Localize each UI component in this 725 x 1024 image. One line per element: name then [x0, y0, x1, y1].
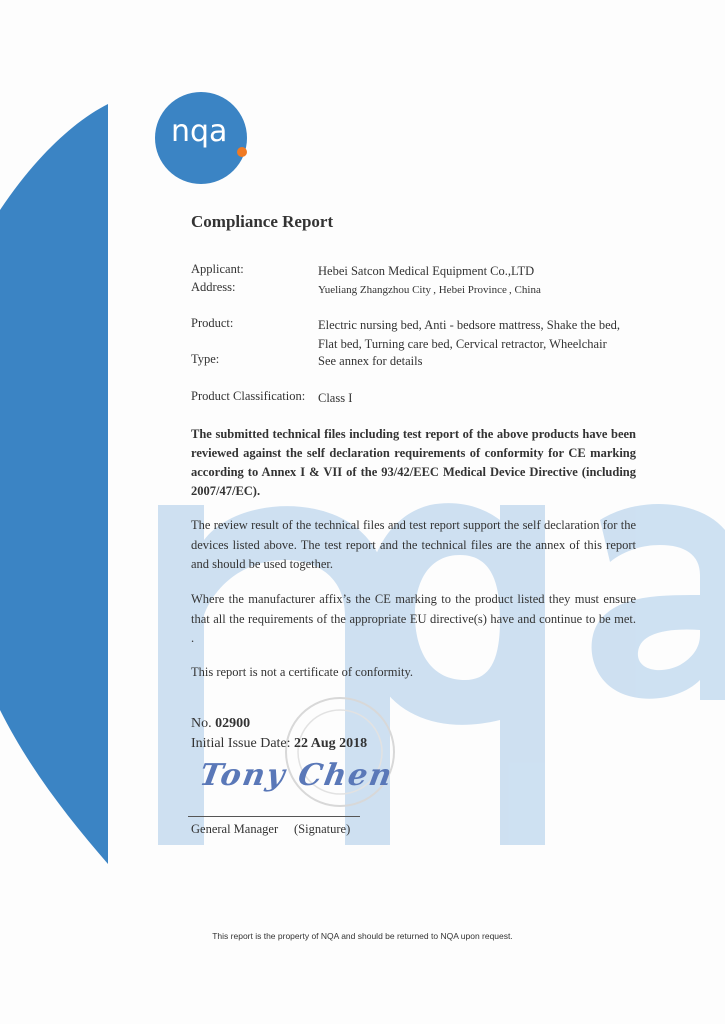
handwritten-signature: Tony Chen	[196, 758, 397, 793]
logo-orange-dot	[237, 147, 247, 157]
signature-caption: (Signature)	[294, 822, 351, 836]
signature-line	[188, 816, 360, 817]
review-paragraph: The review result of the technical files and test report support the self declaration for the devices listed above. The test report and the technical files are the annex of this report and should be used together.	[191, 518, 636, 571]
signer-role: General Manager	[191, 822, 279, 836]
logo-text: nqa	[171, 114, 228, 149]
type-label: Type:	[191, 352, 220, 366]
product-label: Product:	[191, 316, 234, 330]
faint-stamp	[280, 692, 400, 812]
nqa-logo	[155, 92, 265, 202]
certificate-number	[191, 716, 250, 732]
issue-date	[191, 736, 367, 752]
certificate-number-value: 02900	[215, 716, 251, 731]
footer-note: This report is the property of NQA and should be returned to NQA upon request.	[212, 931, 513, 941]
manufacturer-paragraph: Where the manufacturer affix’s the CE marking to the product listed they must ensure that all the requirements of the appropriate EU directive(s) have and continue to be met. .	[191, 592, 636, 645]
statement-paragraph: The submitted technical files including test report of the above products have been reviewed against the self declaration requirements of conformity for CE marking according to Annex I & VII of the 93/42/EEC Medical Device Directive (including 2007/47/EC).	[191, 427, 636, 498]
issue-date-label: Initial Issue Date:	[191, 736, 291, 751]
not-certificate-paragraph: This report is not a certificate of conformity.	[191, 665, 414, 679]
address-label: Address:	[191, 280, 236, 294]
certificate-number-label: No.	[191, 716, 212, 731]
applicant-value: Hebei Satcon Medical Equipment Co.,LTD	[318, 264, 535, 278]
type-value: See annex for details	[318, 354, 423, 368]
issue-date-value: 22 Aug 2018	[294, 736, 368, 751]
classification-value: Class I	[318, 391, 353, 405]
classification-label: Product Classification:	[191, 389, 306, 403]
page-title: Compliance Report	[191, 212, 334, 231]
product-value-line1: Electric nursing bed, Anti - bedsore mattress, Shake the bed,	[318, 318, 621, 332]
applicant-label: Applicant:	[191, 262, 244, 276]
address-value: Yueliang Zhangzhou City , Hebei Province , China	[318, 284, 541, 296]
product-value-line2: Flat bed, Turning care bed, Cervical retractor, Wheelchair	[318, 337, 607, 351]
